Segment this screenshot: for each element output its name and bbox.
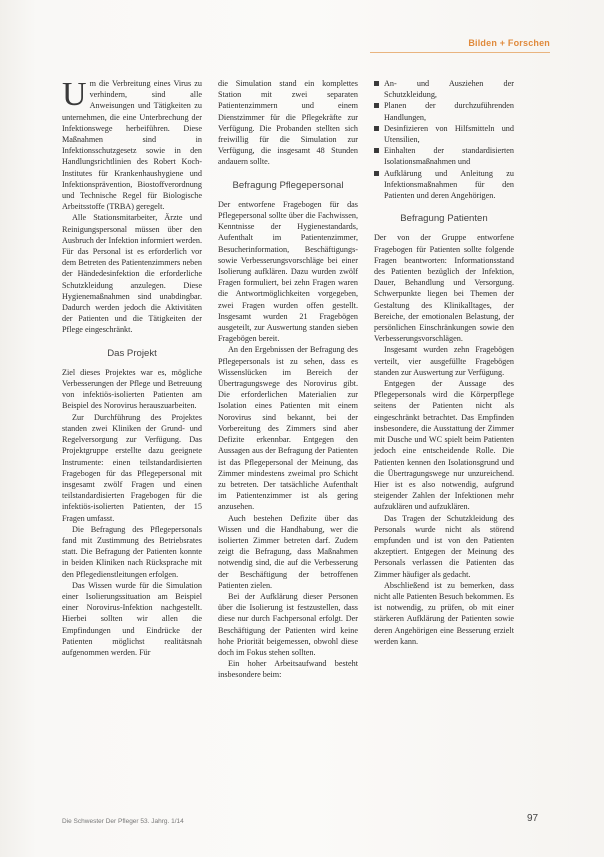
section-heading: Das Projekt [107, 347, 157, 359]
paragraph: Auch bestehen Defizite über das Wissen und die Handhabung, wer die isolierten Zimmer betreten darf. Zudem zeigt die Befragung, dass Maßnahmen notwendig sind, die auf die Verbesserung der Beschäftigung der betroffenen Patienten zielen. [218, 513, 358, 590]
section-heading: Befragung Pflegepersonal [232, 179, 344, 191]
paragraph: Zur Durchführung des Projektes standen zwei Kliniken der Grund- und Regelversorgung zur Verfügung. Das Projektgruppe erstellte dazu geeignete Instrumente: einen teilstandardisierten Fragebogen für das Pflegepersonal mit insgesamt zwölf Fragen und einen teilstandardisierten Fragebogen für die infektiös-isolierten Patienten, der 15 Fragen umfasst. [62, 412, 202, 523]
paragraph: Bei der Aufklärung dieser Personen über die Isolierung ist festzustellen, dass diese nur durch Fachpersonal erfolgt. Der Beschäftigung der Patienten wird keine hohe Priorität beigemessen, obwohl diese doch im Fokus stehen sollten. [218, 591, 358, 657]
paragraph: Alle Stationsmitarbeiter, Ärzte und Reinigungspersonal müssen über den Ausbruch der Infektion informiert werden. Für das Personal ist es erforderlich vor dem Betreten des Patientenzimmers neben der Händedesinfektion die erforderliche Schutzkleidung anzulegen. Diese Hygienemaßnahmen sind unabdingbar. Dadurch werden jedoch die Aktivitäten der Patienten und die Tätigkeiten der Pflege eingeschränkt. [62, 213, 202, 335]
column-1 [62, 78, 202, 658]
section-heading: Befragung Patienten [400, 213, 488, 225]
section-header: Bilden + Forschen [468, 38, 550, 48]
paragraph: An den Ergebnissen der Befragung des Pflegepersonals ist zu sehen, dass es Wissenslücken im Bereich der Übertragungswege des Norovirus gibt. Die erforderlichen Materialien zur Isolation eines Patienten mit einem Norovirus sind bekannt, bei der Vorbereitung des Zimmers sind aber Defizite erkennbar. Entgegen den Aussagen aus der Befragung der Patienten ist das Pflegepersonal der Meinung, das Zimmer mindestens zweimal pro Schicht zu betreten. Der tatsächliche Aufenthalt im Patientenzimmer ist als gering anzusehen. [218, 345, 358, 512]
paragraph: Die Befragung des Pflegepersonals fand mit Zustimmung des Betriebsrates statt. Die Befragung der Patienten konnte in beiden Kliniken nach Rücksprache mit den Pflegedienstleitungen erfolgen. [62, 524, 202, 579]
paragraph: Ein hoher Arbeitsaufwand besteht insbesondere beim: [218, 659, 358, 680]
paragraph: Abschließend ist zu bemerken, dass nicht alle Patienten Besuch bekommen. Es ist notwendig, zu prüfen, ob mit einer stärkeren Aufklärung der Patienten sowie deren Angehörigen eine Besserung erzielt werden kann. [374, 580, 514, 646]
drop-cap: U [62, 76, 87, 113]
paragraph: Ziel dieses Projektes war es, mögliche Verbesserungen der Pflege und Betreuung von infektiös-isolierten Patienten am Beispiel des Norovirus herauszuarbeiten. [62, 367, 202, 411]
header-rule [370, 52, 550, 53]
page-number: 97 [527, 813, 539, 824]
list-item: Einhalten der standardisierten Isolationsmaßnahmen und [374, 145, 514, 167]
paragraph: Der entworfene Fragebogen für das Pflegepersonal sollte über die Fachwissen, Kenntnisse der Hygienestandards, Aufenthalt im Patientenzimmer, Besucherinformation, Beschäftigungs- sowie Verbesserungsvorschläge bei einer Isolierung aufklären. Dazu wurden zwölf Fragen formuliert, bei zehn Fragen waren die Antwortmöglichkeiten vorgegeben, zwei Fragen wurden offen gestellt. Insgesamt wurden 21 Fragebögen ausgeteilt, zur Auswertung standen sieben Fragebögen bereit. [218, 199, 358, 344]
paragraph: die Simulation stand ein komplettes Station mit zwei separaten Patientenzimmern und einem Dienstzimmer für die Pflegekräfte zur Verfügung. Die Probanden stellten sich freiwillig für die Simulation zur Verfügung, die insgesamt 48 Stunden andauern sollte. [218, 79, 358, 167]
list-item: Planen der durchzuführenden Handlungen, [374, 100, 514, 122]
paragraph: Insgesamt wurden zehn Fragebögen verteilt, vier ausgefüllte Fragebögen standen zur Auswertung zur Verfügung. [374, 345, 514, 377]
list-item: Aufklärung und Anleitung zu Infektionsmaßnahmen für den Patienten und deren Angehörigen. [374, 168, 514, 202]
paragraph: Das Tragen der Schutzkleidung des Personals wurde nicht als störend empfunden und ist von den Patienten akzeptiert. Entgegen der Meinung des Personals verlassen die Patienten das Zimmer häufiger als gedacht. [374, 513, 514, 579]
bullet-list [374, 78, 514, 201]
intro-paragraph: Um die Verbreitung eines Virus zu verhindern, sind alle Anweisungen und Tätigkeiten zu unternehmen, die eine Unterbrechung der Infektionswege herbeiführen. Diese Maßnahmen sind in Infektionsschutzgesetz sowie in den Handlungsrichtlinien des Robert Koch-Institutes für Krankenhaushygiene und Infektionsprävention, Biostoffverordnung und Technische Regel für Biologische Arbeitsstoffe (TRBA) geregelt. [62, 76, 202, 212]
column-3 [374, 78, 514, 647]
footer-citation: Die Schwester Der Pfleger 53. Jahrg. 1/14 [62, 818, 184, 825]
column-2 [218, 78, 358, 681]
list-item: An- und Ausziehen der Schutzkleidung, [374, 78, 514, 100]
paragraph: Entgegen der Aussage des Pflegepersonals wird die Körperpflege seitens der Patienten nicht als eingeschränkt betrachtet. Das Empfinden insbesondere, die Ausstattung der Zimmer mit Dusche und WC spielt beim Patienten jedoch eine entscheidende Rolle. Die Patienten kennen den Isolationsgrund und die Übertragungswege nur unzureichend. Hier ist es also notwendig, aufgrund steigender Zahlen der Infektionen mehr aufzuklären und aufzuklären. [374, 379, 514, 512]
list-item: Desinfizieren von Hilfsmitteln und Utensilien, [374, 123, 514, 145]
paragraph: Das Wissen wurde für die Simulation einer Isolierungssituation am Beispiel einer Norovirus-Infektion nachgestellt. Hierbei sollten wir allen die Empfindungen und Eindrücke der Patienten möglichst realitätsnah aufgenommen werden. Für [62, 580, 202, 657]
paragraph: Der von der Gruppe entworfene Fragebogen für Patienten sollte folgende Fragen beantworten: Informationsstand des Patienten bezüglich der Infektion, Dauer, Behandlung und Versorgung. Schwerpunkte liegen bei Themen der Gestaltung des Klinikalltages, der Bereiche, der emotionalen Belastung, der persönlichen Einschränkungen sowie den Verbesserungsvorschlägen. [374, 233, 514, 344]
